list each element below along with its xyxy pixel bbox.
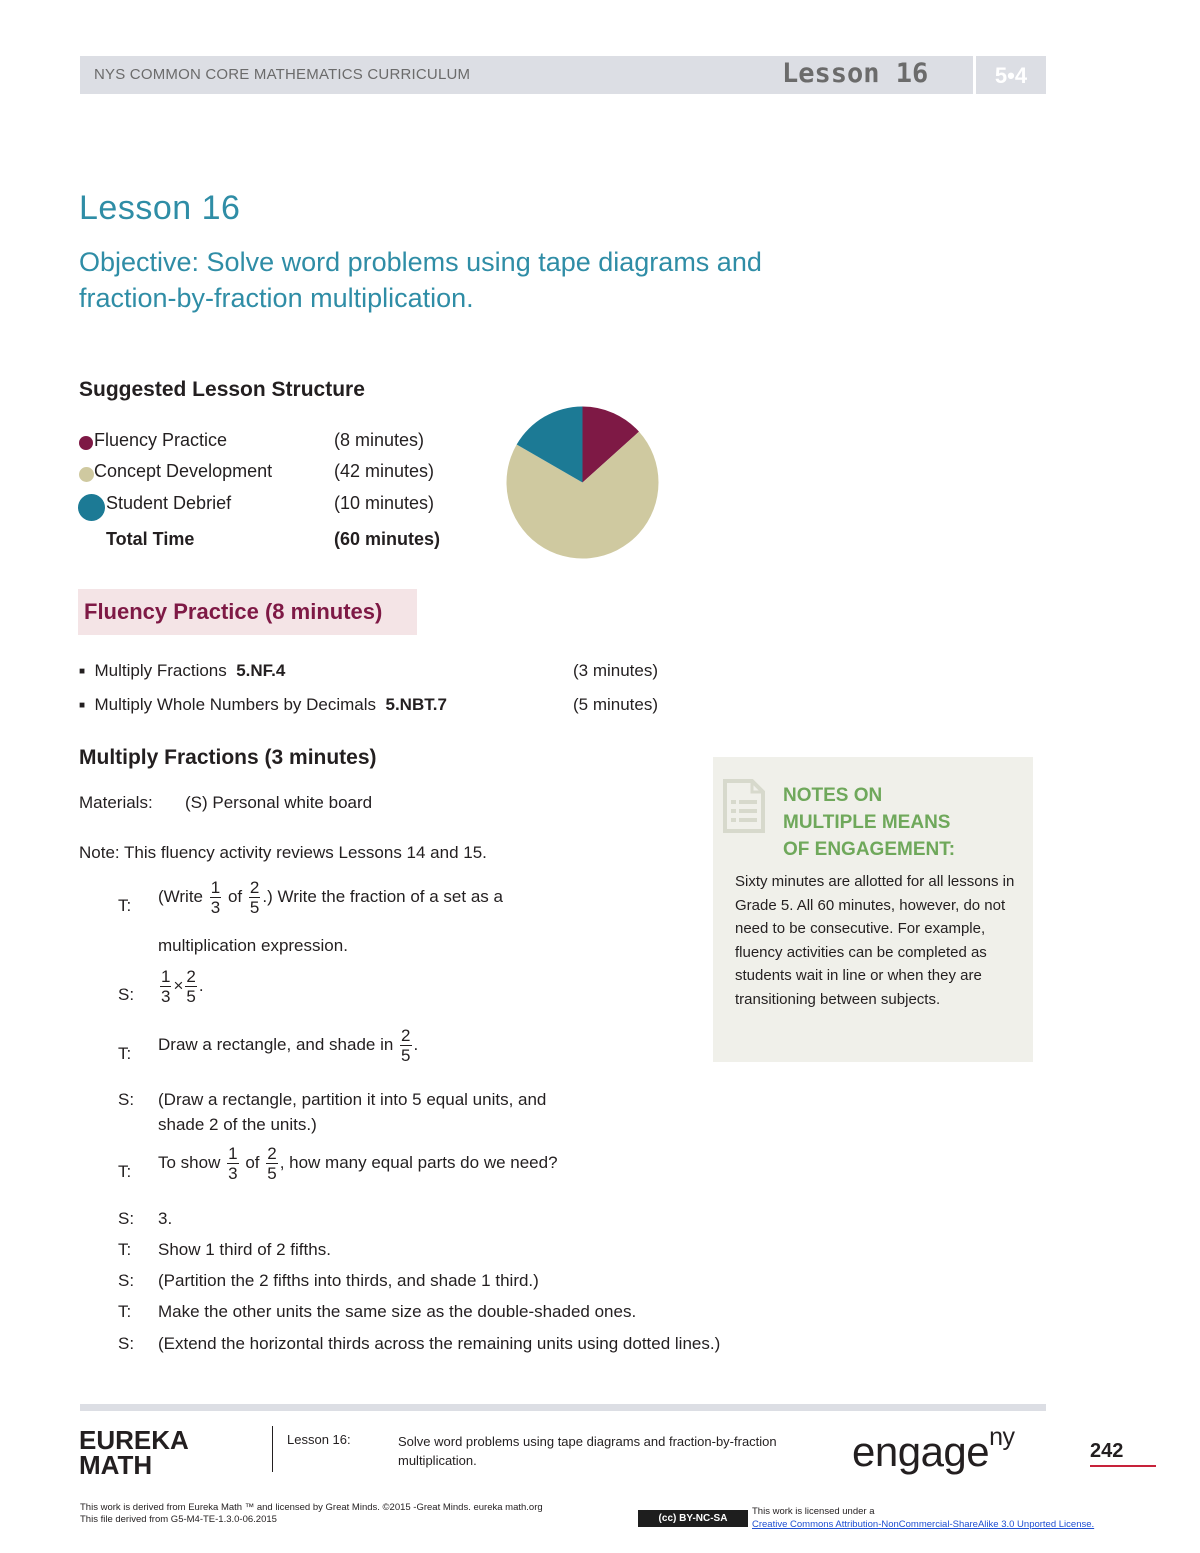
dialogue-text: of (245, 1153, 260, 1172)
fluency-item (79, 695, 447, 715)
fluency-dot (79, 436, 93, 450)
bullet-icon: ■ (79, 666, 86, 677)
fluency-item-std: 5.NF.4 (236, 661, 286, 680)
fraction (160, 967, 171, 1006)
debrief-dot (78, 494, 105, 521)
fluency-item-time: (5 minutes) (573, 695, 659, 714)
structure-row-concept: Concept Development (94, 461, 273, 481)
structure-time-debrief: (10 minutes) (334, 493, 435, 513)
dialogue-speaker: T: (118, 1044, 132, 1063)
page-number-underline (1090, 1465, 1156, 1467)
structure-time-concept: (42 minutes) (334, 461, 435, 481)
dialogue-text: .) Write the fraction of a set as a (262, 887, 503, 906)
dialogue-text: (Write (158, 887, 204, 906)
fluency-item-name: Multiply Fractions (94, 661, 227, 680)
license-notice (752, 1505, 1094, 1531)
fluency-item (79, 661, 285, 681)
dialogue-speaker: T: (118, 1162, 132, 1181)
concept-dot (79, 467, 94, 482)
header-lesson: Lesson 16 (782, 58, 929, 89)
derived-notice: This work is derived from Eureka Math ™ and licensed by Great Minds. ©2015 -Great Minds. eureka math.org This file derived from G5-M4-TE-1.3.0-06.2015 (80, 1502, 543, 1525)
structure-row-fluency: Fluency Practice (94, 430, 228, 450)
fraction-numerator: 1 (210, 878, 221, 898)
fraction-numerator: 2 (267, 1144, 277, 1164)
notes-heading (783, 782, 955, 863)
dialogue-text: . (198, 976, 204, 995)
structure-time-fluency: (8 minutes) (334, 430, 425, 450)
engageny-logo (852, 1423, 1015, 1476)
footer-divider (80, 1404, 1046, 1411)
license-text: This work is licensed under a (752, 1506, 875, 1517)
cc-license-badge[interactable]: (cc) BY-NC-SA (638, 1510, 748, 1527)
dialogue-line: Make the other units the same size as the double-shaded ones. (158, 1302, 637, 1321)
dialogue-speaker: T: (118, 1240, 132, 1259)
dialogue-text: , how many equal parts do we need? (279, 1153, 558, 1172)
fraction-denominator: 3 (228, 1164, 238, 1184)
notes-body: Sixty minutes are allotted for all lessons in Grade 5. All 60 minutes, however, do not need to be consecutive. For example, fluency activities can be completed as students wait in line or when they are transitioning between subjects. (735, 873, 1015, 1008)
dialogue-speaker: S: (118, 985, 135, 1004)
footer-separator (272, 1426, 273, 1472)
footer-lesson-label: Lesson 16: (287, 1432, 351, 1447)
fraction-denominator: 5 (186, 987, 196, 1007)
fraction-denominator: 3 (161, 987, 171, 1007)
dialogue-line: Show 1 third of 2 fifths. (158, 1240, 331, 1259)
fraction-numerator: 2 (186, 967, 196, 987)
dialogue-speaker: S: (118, 1090, 135, 1109)
dialogue-text: To show (158, 1153, 221, 1172)
license-link[interactable]: Creative Commons Attribution-NonCommercial-ShareAlike 3.0 Unported License. (752, 1519, 1095, 1530)
fraction-denominator: 3 (210, 898, 221, 918)
fraction-denominator: 5 (267, 1164, 277, 1184)
activity-note: Note: This fluency activity reviews Lessons 14 and 15. (79, 843, 487, 862)
fraction (185, 967, 196, 1006)
dialogue-text: . (413, 1035, 419, 1054)
dialogue-line: (Extend the horizontal thirds across the remaining units using dotted lines.) (158, 1334, 721, 1353)
activity-heading: Multiply Fractions (3 minutes) (79, 746, 377, 769)
total-time: (60 minutes) (334, 529, 441, 549)
dialogue-text: Draw a rectangle, and shade in (158, 1035, 394, 1054)
logo-line: MATH (79, 1450, 153, 1480)
dialogue-line: (Draw a rectangle, partition it into 5 equal units, and (158, 1090, 547, 1109)
dialogue-text: of (227, 887, 243, 906)
materials-value: (S) Personal white board (185, 793, 373, 812)
eureka-math-logo (79, 1425, 189, 1480)
dialogue-line (158, 966, 204, 1006)
logo-line: EUREKA (79, 1425, 189, 1455)
bullet-icon: ■ (79, 700, 86, 711)
dialogue-line: shade 2 of the units.) (158, 1115, 317, 1134)
fraction-numerator: 1 (228, 1144, 238, 1164)
notes-heading-line: OF ENGAGEMENT: (783, 839, 956, 860)
dialogue-speaker: T: (118, 1302, 132, 1321)
fluency-heading: Fluency Practice (8 minutes) (84, 599, 383, 624)
dialogue-speaker: S: (118, 1271, 135, 1290)
dialogue-line: multiplication expression. (158, 936, 348, 955)
objective: Objective: Solve word problems using tape diagrams and fraction-by-fraction multiplication. (79, 247, 762, 313)
dialogue-line: (Partition the 2 fifths into thirds, and shade 1 third.) (158, 1271, 539, 1290)
fluency-item-time: (3 minutes) (573, 661, 659, 680)
page-number: 242 (1090, 1440, 1124, 1462)
notes-heading-line: NOTES ON (783, 785, 883, 806)
fraction-numerator: 2 (401, 1026, 411, 1046)
dialogue-line (158, 1143, 558, 1183)
fraction (249, 878, 260, 917)
structure-row-debrief: Student Debrief (106, 493, 232, 513)
module-label: 5•4 (994, 63, 1028, 88)
fraction-denominator: 5 (401, 1046, 411, 1066)
document-icon (722, 778, 766, 834)
lesson-structure-pie (500, 400, 665, 565)
fraction-numerator: 1 (161, 967, 171, 987)
fraction (400, 1026, 411, 1065)
fraction (266, 1144, 277, 1183)
module-badge (976, 56, 1046, 94)
engage-sup: ny (989, 1423, 1015, 1451)
fraction-numerator: 2 (249, 878, 260, 898)
total-label: Total Time (106, 529, 195, 549)
fraction (210, 878, 221, 917)
fluency-item-std: 5.NBT.7 (385, 695, 447, 714)
dialogue-speaker: T: (118, 896, 132, 915)
engage-text: engage (852, 1428, 990, 1475)
footer-lesson-desc: Solve word problems using tape diagrams and fraction-by-fraction multiplication. (398, 1434, 777, 1468)
dialogue-line (158, 1025, 418, 1065)
fraction-denominator: 5 (249, 898, 260, 918)
dialogue-line: 3. (158, 1209, 173, 1228)
page-title: Lesson 16 (79, 189, 241, 227)
structure-heading: Suggested Lesson Structure (79, 378, 365, 401)
materials-label: Materials: (79, 793, 153, 812)
dialogue-speaker: S: (118, 1209, 135, 1228)
dialogue-speaker: S: (118, 1334, 135, 1353)
curriculum-title: NYS COMMON CORE MATHEMATICS CURRICULUM (94, 66, 471, 83)
notes-heading-line: MULTIPLE MEANS (783, 812, 951, 833)
fluency-item-name: Multiply Whole Numbers by Decimals (94, 695, 377, 714)
fraction (227, 1144, 238, 1183)
dialogue-line (158, 877, 503, 917)
times-sign: × (173, 976, 184, 995)
